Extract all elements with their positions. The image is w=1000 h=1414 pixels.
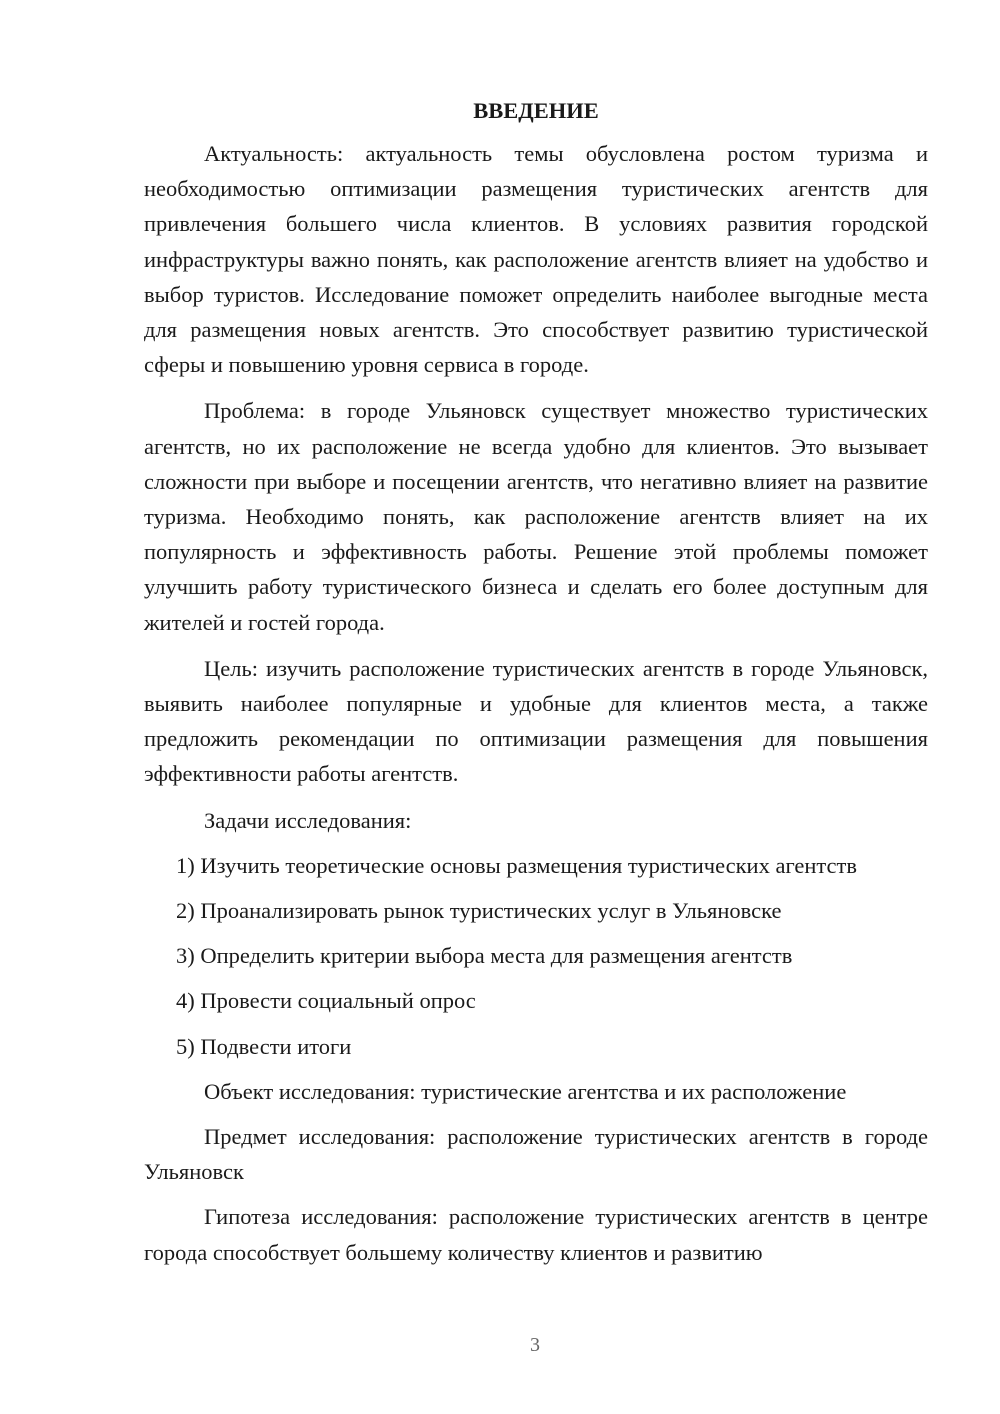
tasks-title: Задачи исследования: <box>204 807 412 833</box>
paragraph-relevance: Актуальность: актуальность темы обусловлена ростом туризма и необходимостью оптимизации размещения туристических агентств для привлечения большего числа клиентов. В условиях развития городской инфраструктуры важно понять, как расположение агентств влияет на удобство и выбор туристов. Исследование поможет определить наиболее выгодные места для размещения новых агентств. Это способствует развитию туристической сферы и повышению уровня сервиса в городе. <box>144 141 928 378</box>
section-heading: ВВЕДЕНИЕ <box>473 98 599 123</box>
task-item: 5) Подвести итоги <box>176 1033 352 1059</box>
paragraph-problem: Проблема: в городе Ульяновск существует множество туристических агентств, но их расположение не всегда удобно для клиентов. Это вызывает сложности при выборе и посещении агентств, что негативно влияет на развитие туризма. Необходимо понять, как расположение агентств влияет на их популярность и эффективность работы. Решение этой проблемы поможет улучшить работу туристического бизнеса и сделать его более доступным для жителей и гостей города. <box>144 398 928 635</box>
task-item: 2) Проанализировать рынок туристических услуг в Ульяновске <box>176 898 782 924</box>
page-number: 3 <box>530 1334 540 1356</box>
task-item: 1) Изучить теоретические основы размещения туристических агентств <box>176 852 857 878</box>
paragraph-subject: Предмет исследования: расположение туристических агентств в городе Ульяновск <box>144 1124 928 1185</box>
paragraph-hypothesis: Гипотеза исследования: расположение туристических агентств в центре города способствует большему количеству клиентов и развитию <box>144 1204 928 1265</box>
paragraph-goal: Цель: изучить расположение туристических агентств в городе Ульяновск, выявить наиболее популярные и удобные для клиентов места, а также предложить рекомендации по оптимизации размещения для повышения эффективности работы агентств. <box>144 655 928 787</box>
task-item: 3) Определить критерии выбора места для размещения агентств <box>176 943 793 969</box>
tasks-list <box>144 848 928 1064</box>
task-item: 4) Провести социальный опрос <box>176 988 476 1014</box>
page-content <box>144 94 928 1270</box>
paragraph-object: Объект исследования: туристические агентства и их расположение <box>204 1078 847 1104</box>
